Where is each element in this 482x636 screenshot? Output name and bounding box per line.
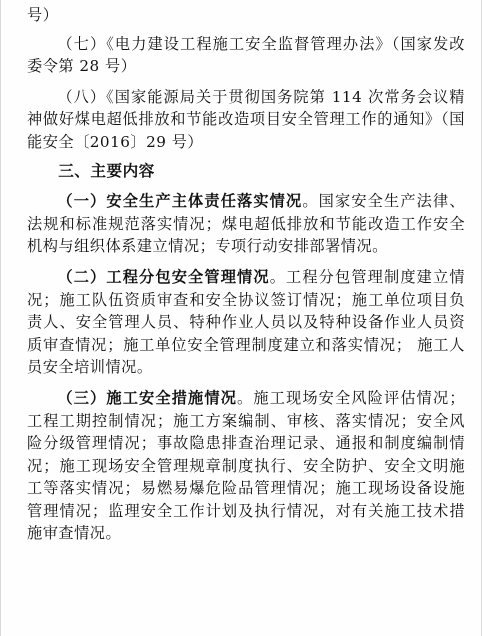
content-paragraph-2 [27,266,465,379]
content-paragraph-1 [27,190,465,258]
section-heading-main-content: 三、主要内容 [58,161,155,180]
paragraph-2-label: （二）工程分包安全管理情况 [57,267,270,286]
paragraph-1-label: （一）安全生产主体责任落实情况 [57,192,303,211]
previous-item-tail: 号） [27,6,59,24]
reference-item-8: （八）《国家能源局关于贯彻国务院第 114 次常务会议精神做好煤电超低排放和节能改造项目安全管理工作的通知》（国能安全〔2016〕29 号） [27,87,465,151]
reference-item-7: （七）《电力建设工程施工安全监督管理办法》（国家发改委令第 28 号） [27,34,465,76]
content-paragraph-3 [27,387,465,545]
paragraph-1-text: 。国家安全生产法律、法规和标准规范落实情况；煤电超低排放和节能改造工作安全机构与组织体系建立情况；专项行动安排部署情况。 [27,192,466,256]
document-body [27,4,465,545]
paragraph-3-label: （三）施工安全措施情况 [57,388,238,407]
paragraph-3-text: 。施工现场安全风险评估情况；工程工期控制情况；施工方案编制、审核、落实情况；安全风险分级管理情况；事故隐患排查治理记录、通报和制度编制情况；施工现场安全管理规章制度执行、安全防护、安全文明施工等落实情况；易燃易爆危险品管理情况；施工现场设备设施管理情况；监理安全工作计划及执行情况，对有关施工技术措施审查情况。 [27,388,466,543]
paragraph-2-text: 。工程分包管理制度建立情况；施工队伍资质审查和安全协议签订情况；施工单位项目负责人、安全管理人员、特种作业人员以及特种设备作业人员资质审查情况；施工单位安全管理制度建立和落实情况； 施工人员安全培训情况。 [27,267,466,377]
